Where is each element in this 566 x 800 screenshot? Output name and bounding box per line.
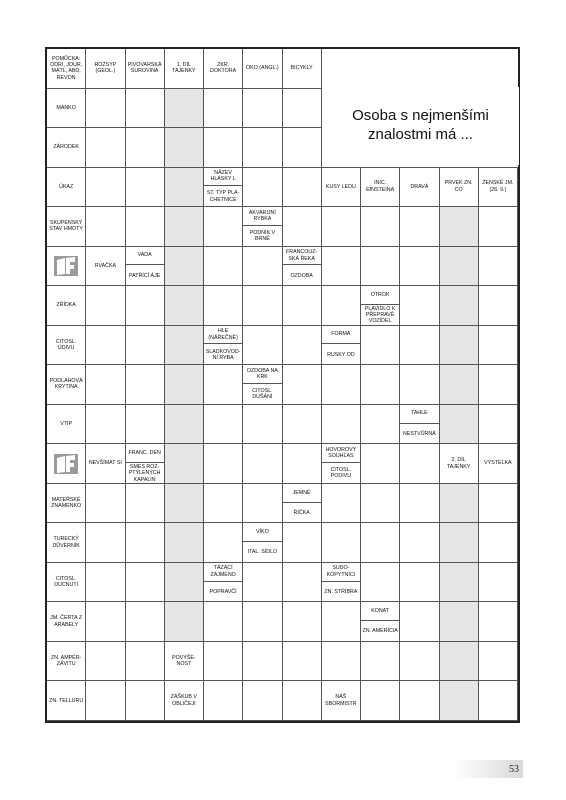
clue-text: FORMA: [322, 326, 360, 345]
grid-cell[interactable]: [165, 128, 204, 168]
puzzle-logo-icon: [47, 247, 85, 286]
grid-cell[interactable]: [361, 247, 400, 287]
grid-cell[interactable]: [204, 365, 243, 405]
grid-cell[interactable]: [440, 286, 479, 326]
grid-cell[interactable]: [440, 207, 479, 247]
grid-cell[interactable]: [322, 247, 361, 287]
grid-cell[interactable]: [86, 128, 125, 168]
grid-cell[interactable]: [243, 128, 282, 168]
grid-cell[interactable]: [126, 602, 165, 642]
clue-text: HLE (NÁŘEČNĚ): [204, 326, 242, 345]
clue-text: BICYKLY: [283, 49, 321, 88]
clue-text: OZDOBA: [283, 266, 321, 285]
grid-cell[interactable]: [361, 405, 400, 445]
grid-cell[interactable]: [479, 484, 518, 524]
grid-cell[interactable]: [361, 484, 400, 524]
grid-cell[interactable]: [440, 365, 479, 405]
grid-cell[interactable]: [204, 642, 243, 682]
grid-cell[interactable]: [126, 365, 165, 405]
grid-cell[interactable]: [165, 207, 204, 247]
clue-text: TURECKÝ DŮVĚRNÍK: [47, 523, 85, 562]
grid-cell[interactable]: [479, 326, 518, 366]
clue-text: HOVOROVÝ SOUHLAS: [322, 444, 360, 463]
grid-cell[interactable]: [86, 602, 125, 642]
grid-cell[interactable]: [243, 602, 282, 642]
grid-cell[interactable]: [400, 523, 439, 563]
clue-text: POMŮCKA: ODRI, JOUR, MÁTL, ABD, REVON: [47, 49, 85, 88]
clue-text: ZKR. DOKTORA: [204, 49, 242, 88]
big-clue: Osoba s nejmenšími znalostmi má ...: [322, 87, 519, 165]
grid-cell[interactable]: [204, 602, 243, 642]
clue-text: MATEŘSKÉ ZNAMÉNKO: [47, 484, 85, 523]
clue-text: SKUPENSKÝ STAV HMOTY: [47, 207, 85, 246]
grid-cell[interactable]: [126, 484, 165, 524]
grid-cell[interactable]: [322, 642, 361, 682]
grid-cell[interactable]: [204, 286, 243, 326]
clue-text: VÍKO: [243, 523, 281, 542]
clue-text: ITAL. SÍDLO: [243, 543, 281, 562]
grid-cell[interactable]: [322, 207, 361, 247]
grid-cell[interactable]: [440, 405, 479, 445]
clue-text: OZDOBA NA KRK: [243, 365, 281, 384]
grid-cell[interactable]: [283, 286, 322, 326]
grid-cell[interactable]: [165, 365, 204, 405]
grid-cell[interactable]: [165, 563, 204, 603]
grid-cell[interactable]: [243, 444, 282, 484]
clue-text: OKO (ANGL.): [243, 49, 281, 88]
grid-cell[interactable]: [165, 168, 204, 208]
grid-cell[interactable]: [440, 326, 479, 366]
grid-cell[interactable]: [126, 642, 165, 682]
clue-text: NÁŠ SBORMISTR: [322, 681, 360, 720]
clue-text: SLADKOVOD-NÍ RYBA: [204, 345, 242, 364]
grid-cell[interactable]: [283, 89, 322, 129]
grid-cell[interactable]: [361, 326, 400, 366]
grid-cell[interactable]: [126, 89, 165, 129]
grid-cell[interactable]: [243, 286, 282, 326]
grid-cell[interactable]: [440, 681, 479, 721]
grid-cell[interactable]: [322, 405, 361, 445]
clue-text: VÝSTELKA: [479, 444, 517, 483]
clue-text: TÁZACÍ ZÁJMENO: [204, 563, 242, 582]
grid-cell[interactable]: [479, 681, 518, 721]
grid-cell[interactable]: [479, 602, 518, 642]
grid-cell[interactable]: [400, 286, 439, 326]
grid-cell[interactable]: [440, 523, 479, 563]
clue-text: FRANCOUZ-SKÁ ŘEKA: [283, 247, 321, 266]
clue-text: KUSY LEDU: [322, 168, 360, 207]
grid-cell[interactable]: [361, 444, 400, 484]
grid-cell[interactable]: [204, 681, 243, 721]
grid-cell[interactable]: [283, 523, 322, 563]
grid-cell[interactable]: [243, 681, 282, 721]
clue-text: VTIP: [47, 405, 85, 444]
grid-cell[interactable]: [479, 207, 518, 247]
clue-text: KONAT: [361, 602, 399, 621]
grid-cell[interactable]: [283, 444, 322, 484]
clue-text: SMĚS ROZ-PTÝLENÝCH KAPALIN: [126, 464, 164, 483]
clue-text: PIVOVARSKÁ SUROVINA: [126, 49, 164, 88]
grid-cell[interactable]: [440, 602, 479, 642]
clue-text: POVÝŠE-NOST: [165, 642, 203, 681]
grid-cell[interactable]: [322, 286, 361, 326]
grid-cell[interactable]: [204, 405, 243, 445]
grid-cell[interactable]: [126, 405, 165, 445]
grid-cell[interactable]: [165, 484, 204, 524]
grid-cell[interactable]: [126, 563, 165, 603]
grid-cell[interactable]: [204, 247, 243, 287]
clue-text: ZN. AMERICIA: [361, 622, 399, 641]
grid-cell[interactable]: [400, 681, 439, 721]
grid-cell[interactable]: [126, 681, 165, 721]
grid-cell[interactable]: [322, 484, 361, 524]
clue-text: CITOSL. PODIVU: [322, 464, 360, 483]
grid-cell[interactable]: [126, 523, 165, 563]
grid-cell[interactable]: [361, 563, 400, 603]
puzzle-logo-icon: [47, 444, 85, 483]
grid-cell[interactable]: [322, 602, 361, 642]
grid-cell[interactable]: [440, 247, 479, 287]
grid-cell[interactable]: [283, 207, 322, 247]
grid-cell[interactable]: [479, 365, 518, 405]
grid-cell[interactable]: [440, 563, 479, 603]
clue-text: ROZSYP (GEOL.): [86, 49, 124, 88]
grid-cell[interactable]: [165, 444, 204, 484]
grid-cell[interactable]: [361, 365, 400, 405]
clue-text: CITOSL. DUŠÁNÍ: [243, 385, 281, 404]
clue-text: SUDO-KOPYTNÍCI: [322, 563, 360, 582]
clue-text: NESTVŮRNÁ: [400, 425, 438, 444]
grid-cell[interactable]: [86, 523, 125, 563]
grid-cell[interactable]: [86, 168, 125, 208]
grid-cell[interactable]: [243, 484, 282, 524]
grid-cell[interactable]: [165, 286, 204, 326]
clue-text: RUSKY OD: [322, 345, 360, 364]
clue-text: PATŘÍCÍ ÁJE: [126, 266, 164, 285]
clue-text: FRANC. DEN: [126, 444, 164, 463]
clue-text: DRAVÁ: [400, 168, 438, 207]
grid-cell[interactable]: [204, 523, 243, 563]
grid-cell[interactable]: [126, 207, 165, 247]
grid-cell[interactable]: [400, 563, 439, 603]
grid-cell[interactable]: [86, 207, 125, 247]
grid-cell[interactable]: [243, 247, 282, 287]
grid-cell[interactable]: [361, 523, 400, 563]
grid-cell[interactable]: [283, 326, 322, 366]
grid-cell[interactable]: [165, 247, 204, 287]
grid-cell[interactable]: [400, 642, 439, 682]
grid-cell[interactable]: [283, 602, 322, 642]
grid-cell[interactable]: [243, 563, 282, 603]
grid-cell[interactable]: [243, 326, 282, 366]
grid-cell[interactable]: [204, 484, 243, 524]
grid-cell[interactable]: [400, 602, 439, 642]
clue-text: TAHLE: [400, 405, 438, 424]
clue-text: OTROK: [361, 286, 399, 305]
grid-cell[interactable]: [165, 89, 204, 129]
clue-text: NÁZEV HLÁSKY L: [204, 168, 242, 187]
clue-text: RVAČKA: [86, 247, 124, 286]
grid-cell[interactable]: [322, 365, 361, 405]
grid-cell[interactable]: [126, 326, 165, 366]
grid-cell[interactable]: [86, 681, 125, 721]
grid-cell[interactable]: [86, 405, 125, 445]
clue-text: ZN. TELLURU: [47, 681, 85, 720]
grid-cell[interactable]: [126, 168, 165, 208]
grid-cell[interactable]: [440, 642, 479, 682]
grid-cell[interactable]: [243, 168, 282, 208]
clue-text: JEMNĚ: [283, 484, 321, 503]
grid-cell[interactable]: [283, 642, 322, 682]
clue-text: ZÁRODEK: [47, 128, 85, 167]
clue-text: 2. DÍL TAJENKY: [440, 444, 478, 483]
clue-text: NEVŠÍMAT SI: [86, 444, 124, 483]
clue-text: PLAVIDLO K PŘEPRAVĚ VOZIDEL: [361, 306, 399, 325]
clue-text: ST. TYP PLA-CHETNICE: [204, 187, 242, 206]
clue-text: ZÁŠKUB V OBLIČEJI: [165, 681, 203, 720]
page-number: 53: [455, 760, 523, 778]
grid-cell[interactable]: [400, 326, 439, 366]
clue-text: POPRAVČÍ: [204, 583, 242, 602]
clue-text: MANKO: [47, 89, 85, 128]
grid-cell[interactable]: [165, 326, 204, 366]
grid-cell[interactable]: [283, 563, 322, 603]
clue-text: VADA: [126, 247, 164, 266]
grid-cell[interactable]: [283, 365, 322, 405]
grid-cell[interactable]: [479, 523, 518, 563]
grid-cell[interactable]: [479, 286, 518, 326]
grid-cell[interactable]: [283, 405, 322, 445]
grid-cell[interactable]: [400, 207, 439, 247]
grid-cell[interactable]: [400, 444, 439, 484]
grid-cell[interactable]: [126, 286, 165, 326]
grid-cell[interactable]: [283, 681, 322, 721]
grid-cell[interactable]: [243, 89, 282, 129]
grid-cell[interactable]: [361, 681, 400, 721]
grid-cell[interactable]: [86, 642, 125, 682]
grid-cell[interactable]: [479, 563, 518, 603]
grid-cell[interactable]: [400, 484, 439, 524]
clue-text: CITOSL. DUCNUTÍ: [47, 563, 85, 602]
clue-text: PODNIK V BRNĚ: [243, 227, 281, 246]
grid-cell[interactable]: [165, 523, 204, 563]
grid-cell[interactable]: [86, 286, 125, 326]
clue-text: ZN. STŘÍBRA: [322, 583, 360, 602]
clue-text: ŽENSKÉ JM. (26. 9.): [479, 168, 517, 207]
clue-text: 1. DÍL TAJENKY: [165, 49, 203, 88]
grid-cell[interactable]: [283, 128, 322, 168]
grid-cell[interactable]: [400, 365, 439, 405]
grid-cell[interactable]: [243, 642, 282, 682]
clue-text: PRVEK ZN. CO: [440, 168, 478, 207]
grid-cell[interactable]: [204, 89, 243, 129]
grid-cell[interactable]: [204, 128, 243, 168]
grid-cell[interactable]: [243, 405, 282, 445]
grid-cell[interactable]: [165, 602, 204, 642]
clue-text: CITOSL. ÚDIVU: [47, 326, 85, 365]
grid-cell[interactable]: [204, 444, 243, 484]
clue-text: AKVARIJNÍ RYBKA: [243, 207, 281, 226]
grid-cell[interactable]: [400, 247, 439, 287]
clue-text: ÚKAZ: [47, 168, 85, 207]
clue-text: ZŘÍDKA: [47, 286, 85, 325]
clue-text: PODLAHOVÁ KRYTINA: [47, 365, 85, 404]
grid-cell[interactable]: [165, 405, 204, 445]
grid-cell[interactable]: [86, 365, 125, 405]
grid-cell[interactable]: [126, 128, 165, 168]
clue-text: ŘÍČKA: [283, 504, 321, 523]
grid-cell[interactable]: [86, 484, 125, 524]
grid-cell[interactable]: [86, 89, 125, 129]
clue-text: INIC. EINSTEINA: [361, 168, 399, 207]
grid-cell[interactable]: [361, 207, 400, 247]
grid-cell[interactable]: [86, 563, 125, 603]
grid-cell[interactable]: [283, 168, 322, 208]
grid-cell[interactable]: [479, 405, 518, 445]
grid-cell[interactable]: [361, 642, 400, 682]
clue-text: JM. ČERTA Z ARABELY: [47, 602, 85, 641]
grid-cell[interactable]: [479, 247, 518, 287]
grid-cell[interactable]: [204, 207, 243, 247]
grid-cell[interactable]: [86, 326, 125, 366]
grid-cell[interactable]: [479, 642, 518, 682]
grid-cell[interactable]: [440, 484, 479, 524]
clue-text: ZN. AMPÉR-ZÁVITU: [47, 642, 85, 681]
grid-cell[interactable]: [322, 523, 361, 563]
